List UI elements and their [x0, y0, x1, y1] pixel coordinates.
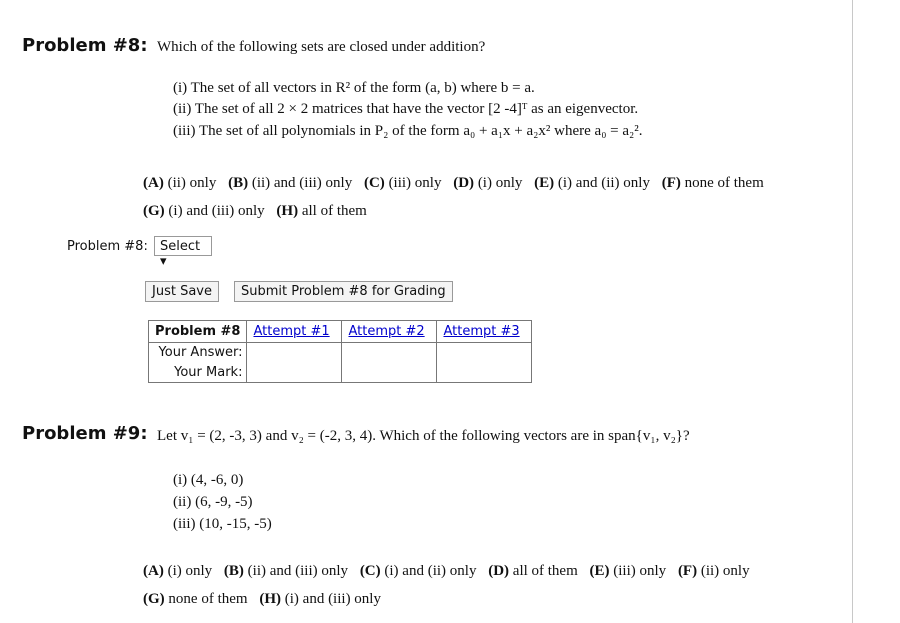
choice	[143, 563, 212, 579]
choice-key: (C)	[363, 175, 385, 191]
choice-text: (i) and (ii) only	[384, 563, 477, 579]
choice-text: (iii) only	[613, 563, 667, 579]
problem-8-item-3: (iii) The set of all polynomials in P₂ of the form a₀ + a₁x + a₂x² where a₀ = a₂².	[173, 123, 643, 139]
choice-text: (i) and (iii) only	[168, 203, 265, 219]
choice-text: (i) and (iii) only	[284, 591, 381, 607]
choice	[228, 175, 352, 191]
answer-select[interactable]: Select ▾	[154, 236, 212, 256]
mark-cell	[247, 363, 342, 383]
problem-8-choices-line-2	[143, 197, 375, 225]
choice-key: (E)	[589, 563, 610, 579]
choice-key: (B)	[228, 175, 249, 191]
choice	[360, 563, 477, 579]
problem-9-item-3: (iii) (10, -15, -5)	[173, 516, 272, 532]
mark-cell	[437, 363, 532, 383]
choice	[590, 563, 667, 579]
choice	[143, 203, 265, 219]
choice-key: (F)	[661, 175, 681, 191]
choice	[143, 175, 216, 191]
choice-key: (D)	[453, 175, 475, 191]
choice-key: (A)	[143, 563, 164, 579]
choice-key: (C)	[359, 563, 381, 579]
choice-key: (G)	[143, 203, 165, 219]
choice	[259, 591, 381, 607]
problem-8-question: Which of the following sets are closed under addition?	[157, 39, 486, 55]
problem-8-choices-line-1	[143, 169, 772, 197]
choice	[678, 563, 750, 579]
attempts-table	[148, 320, 532, 383]
choice-text: (i) only	[477, 175, 523, 191]
answer-cell	[437, 343, 532, 363]
choice-key: (G)	[143, 591, 165, 607]
answer-cell	[247, 343, 342, 363]
choice-text: none of them	[684, 175, 764, 191]
choice-key: (B)	[223, 563, 244, 579]
answer-label: Problem #8:	[67, 239, 148, 254]
choice	[364, 175, 442, 191]
choice-key: (F)	[677, 563, 698, 579]
problem-8-title: Problem #8:	[22, 35, 148, 56]
attempt-1-link[interactable]: Attempt #1	[253, 324, 330, 339]
choice	[662, 175, 764, 191]
problem-9-item-2: (ii) (6, -9, -5)	[173, 494, 253, 510]
choice	[534, 175, 650, 191]
attempt-3-link[interactable]: Attempt #3	[443, 324, 520, 339]
choice	[276, 203, 366, 219]
choice-key: (D)	[488, 563, 510, 579]
problem-9-question: Let v₁ = (2, -3, 3) and v₂ = (-2, 3, 4). Which of the following vectors are in span{v₁, v₂}?	[157, 428, 690, 444]
problem-9-title: Problem #9:	[22, 423, 148, 444]
choice	[143, 591, 248, 607]
choice-key: (A)	[143, 175, 164, 191]
page-right-border	[852, 0, 853, 623]
choice-text: none of them	[168, 591, 248, 607]
choice-text: (i) only	[167, 563, 213, 579]
choice-text: (iii) only	[388, 175, 442, 191]
choice-key: (H)	[276, 203, 299, 219]
choice-key: (H)	[259, 591, 281, 607]
choice-text: (i) and (ii) only	[557, 175, 650, 191]
problem-9-choices-line-1	[143, 557, 758, 585]
choice	[488, 563, 578, 579]
choice-text: (ii) only	[167, 175, 217, 191]
problem-8-item-2: (ii) The set of all 2 × 2 matrices that have the vector [2 -4]ᵀ as an eigenvector.	[173, 101, 639, 117]
just-save-button[interactable]: Just Save	[145, 281, 219, 302]
your-mark-label: Your Mark:	[149, 363, 247, 383]
choice-key: (E)	[534, 175, 555, 191]
mark-cell	[342, 363, 437, 383]
answer-cell	[342, 343, 437, 363]
choice-text: all of them	[301, 203, 367, 219]
attempt-2-link[interactable]: Attempt #2	[348, 324, 425, 339]
choice-text: (ii) and (iii) only	[247, 563, 349, 579]
table-header-problem: Problem #8	[149, 321, 247, 343]
problem-9-choices-line-2	[143, 585, 389, 613]
problem-9-item-1: (i) (4, -6, 0)	[173, 472, 244, 488]
choice	[224, 563, 348, 579]
choice-text: (ii) and (iii) only	[251, 175, 353, 191]
problem-8-item-1: (i) The set of all vectors in R² of the form (a, b) where b = a.	[173, 80, 535, 96]
choice-text: (ii) only	[700, 563, 750, 579]
choice-text: all of them	[512, 563, 578, 579]
your-answer-label: Your Answer:	[149, 343, 247, 363]
choice	[453, 175, 522, 191]
submit-button[interactable]: Submit Problem #8 for Grading	[234, 281, 453, 302]
